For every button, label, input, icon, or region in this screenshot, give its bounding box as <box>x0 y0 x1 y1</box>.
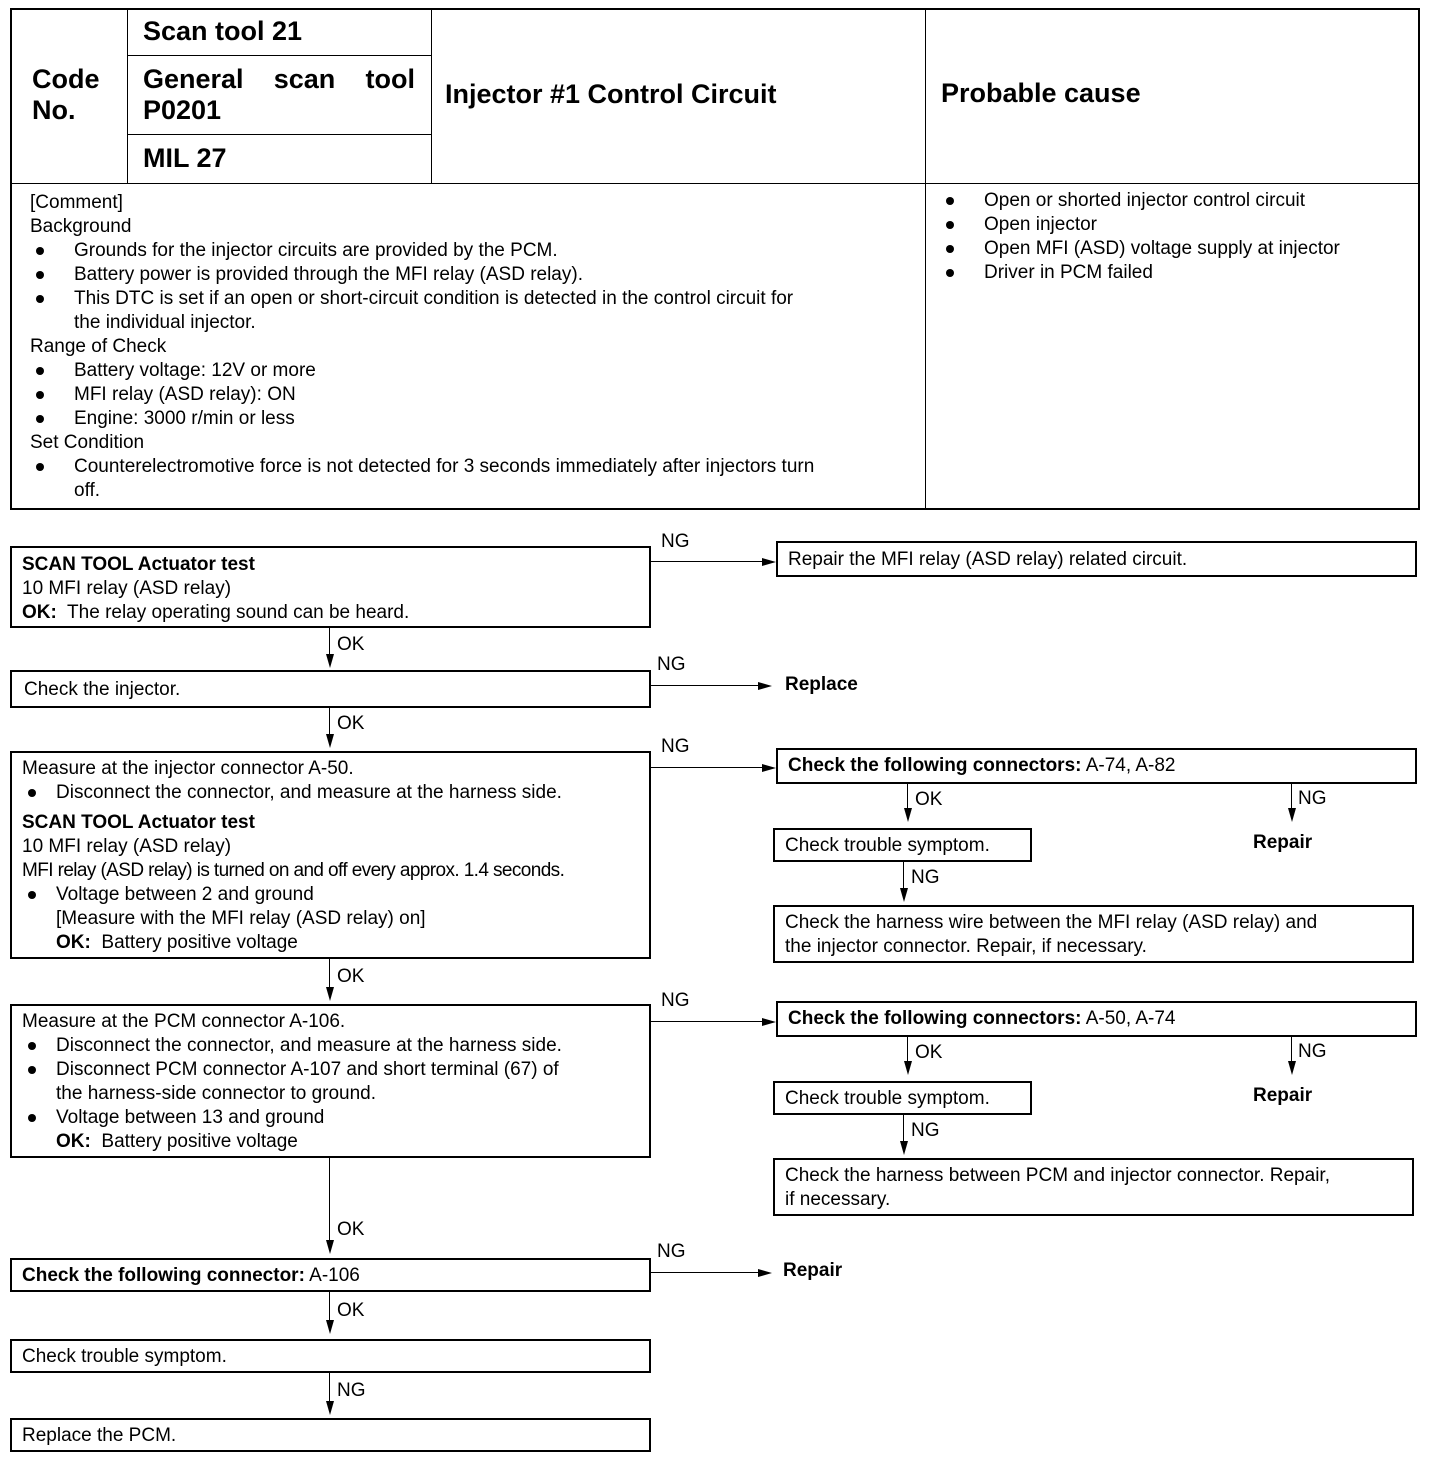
check-harness-wire-box <box>773 905 1414 963</box>
code-label-line: Code <box>32 64 100 94</box>
ng-connector <box>651 1272 761 1273</box>
step3-bullet: Voltage between 2 and ground <box>22 883 639 907</box>
obd-code: P0201 <box>143 95 222 125</box>
ok-criterion: Battery positive voltage <box>101 932 298 953</box>
ok-label: OK <box>337 966 365 987</box>
general-scan-tool-code <box>143 64 415 126</box>
arrow-right-icon <box>762 764 776 772</box>
arrow-down-icon <box>1288 808 1296 822</box>
ng-label: NG <box>1298 1041 1327 1062</box>
arrow-down-icon <box>326 987 334 1001</box>
ng-result-text: Repair the MFI relay (ASD relay) related circuit. <box>788 549 1188 570</box>
set-heading: Set Condition <box>30 432 145 453</box>
scan-tool-code: Scan tool 21 <box>143 16 303 46</box>
ng-connector <box>1291 784 1292 808</box>
range-item: MFI relay (ASD relay): ON <box>30 383 910 407</box>
step4-bullet: Disconnect the connector, and measure at the harness side. <box>22 1034 639 1058</box>
ng-connector <box>903 1115 904 1141</box>
connector-ids: A-74, A-82 <box>1085 755 1176 776</box>
divider <box>127 134 431 135</box>
ok-criterion: Battery positive voltage <box>101 1131 298 1152</box>
ng-label: NG <box>911 867 940 888</box>
repair-result: Repair <box>1253 832 1313 853</box>
check-trouble-symptom-box <box>773 1081 1032 1115</box>
arrow-right-icon <box>758 1269 772 1277</box>
ng-label: NG <box>661 531 690 552</box>
final-action-text: the injector connector. Repair, if necessary. <box>785 936 1147 957</box>
replace-result: Replace <box>785 674 858 695</box>
code-label-line: No. <box>32 95 76 125</box>
ng-connector <box>651 1021 763 1022</box>
probable-cause-list <box>940 189 1410 285</box>
step3-title: SCAN TOOL Actuator test <box>22 812 255 833</box>
check-connectors-a74-a82-box <box>776 748 1417 784</box>
connector-ids: A-50, A-74 <box>1085 1008 1176 1029</box>
step3-bullet: Disconnect the connector, and measure at the harness side. <box>22 781 639 805</box>
range-item: Engine: 3000 r/min or less <box>30 407 910 431</box>
ng-label: NG <box>911 1120 940 1141</box>
arrow-down-icon <box>326 1240 334 1254</box>
background-item: Grounds for the injector circuits are provided by the PCM. <box>30 239 910 263</box>
final-action-text: if necessary. <box>785 1189 891 1210</box>
range-item: Battery voltage: 12V or more <box>30 359 910 383</box>
arrow-down-icon <box>900 888 908 902</box>
ok-label: OK <box>915 789 943 810</box>
ng-connector <box>903 862 904 888</box>
ok-label: OK: <box>22 602 57 623</box>
background-item-cont: the individual injector. <box>74 312 256 333</box>
repair-result: Repair <box>783 1260 843 1281</box>
step3-measure-injector-box <box>10 751 651 959</box>
mil-code: MIL 27 <box>143 143 227 173</box>
divider <box>431 8 432 184</box>
ng-connector <box>651 685 761 686</box>
ok-connector <box>329 1158 330 1240</box>
final-action-text: Check the harness between PCM and injector connector. Repair, <box>785 1165 1330 1186</box>
probable-cause-title: Probable cause <box>941 78 1141 108</box>
divider <box>10 183 1420 184</box>
check-harness-pcm-box <box>773 1158 1414 1216</box>
ng-connector <box>651 767 763 768</box>
ng-label: NG <box>657 1241 686 1262</box>
check-connectors-a50-a74-box <box>776 1001 1417 1037</box>
ok-connector <box>329 959 330 987</box>
ng-label: NG <box>661 736 690 757</box>
ok-connector <box>329 628 330 654</box>
repair-relay-circuit-box <box>776 541 1417 577</box>
arrow-right-icon <box>758 682 772 690</box>
step7-text: Replace the PCM. <box>22 1425 177 1446</box>
probable-cause-item: Open MFI (ASD) voltage supply at injector <box>940 237 1410 261</box>
background-item: Battery power is provided through the MFI relay (ASD relay). <box>30 263 910 287</box>
step5-check-connector-a106-box <box>10 1258 651 1292</box>
ok-criterion: The relay operating sound can be heard. <box>67 602 410 623</box>
check-trouble-symptom-box <box>773 828 1032 862</box>
ok-connector <box>907 1037 908 1061</box>
ng-label: NG <box>1298 788 1327 809</box>
arrow-down-icon <box>326 1401 334 1415</box>
comment-section <box>30 191 910 503</box>
step4-instruction: Measure at the PCM connector A-106. <box>22 1011 346 1032</box>
step2-text: Check the injector. <box>24 679 181 700</box>
step3-note: MFI relay (ASD relay) is turned on and off every approx. 1.4 seconds. <box>22 860 565 881</box>
divider <box>127 55 431 56</box>
ng-label: NG <box>661 990 690 1011</box>
step6-text: Check trouble symptom. <box>22 1346 227 1367</box>
general-scan-tool-label: General scan tool <box>143 64 415 94</box>
arrow-right-icon <box>762 1018 776 1026</box>
arrow-down-icon <box>1288 1061 1296 1075</box>
step4-ok-line <box>22 1130 639 1154</box>
probable-cause-item: Open or shorted injector control circuit <box>940 189 1410 213</box>
arrow-down-icon <box>326 654 334 668</box>
ng-connector <box>1291 1037 1292 1061</box>
step1-actuator-test-box <box>10 546 651 628</box>
step3-item: 10 MFI relay (ASD relay) <box>22 836 232 857</box>
step7-replace-pcm-box <box>10 1418 651 1452</box>
background-heading: Background <box>30 216 132 237</box>
arrow-down-icon <box>904 808 912 822</box>
symptom-text: Check trouble symptom. <box>785 835 990 856</box>
step1-ok-line <box>22 601 639 625</box>
ng-label: NG <box>657 654 686 675</box>
ok-label: OK <box>337 1300 365 1321</box>
step3-ok-line <box>22 931 639 955</box>
code-no-label <box>32 64 100 126</box>
arrow-down-icon <box>326 1320 334 1334</box>
arrow-down-icon <box>326 734 334 748</box>
symptom-text: Check trouble symptom. <box>785 1088 990 1109</box>
repair-result: Repair <box>1253 1085 1313 1106</box>
final-action-text: Check the harness wire between the MFI relay (ASD relay) and <box>785 912 1318 933</box>
ok-label: OK <box>337 713 365 734</box>
check-connectors-label: Check the following connectors: <box>788 1008 1082 1029</box>
arrow-down-icon <box>904 1061 912 1075</box>
arrow-down-icon <box>900 1141 908 1155</box>
ng-connector <box>329 1373 330 1401</box>
step1-title: SCAN TOOL Actuator test <box>22 554 255 575</box>
step3-instruction: Measure at the injector connector A-50. <box>22 758 354 779</box>
step4-bullet: Voltage between 13 and ground <box>22 1106 639 1130</box>
range-heading: Range of Check <box>30 336 167 357</box>
ok-connector <box>907 784 908 808</box>
step2-check-injector-box <box>10 670 651 708</box>
comment-heading: [Comment] <box>30 192 123 213</box>
ok-label: OK <box>337 1219 365 1240</box>
probable-cause-item: Driver in PCM failed <box>940 261 1410 285</box>
ok-label: OK: <box>56 1131 91 1152</box>
background-item: This DTC is set if an open or short-circuit condition is detected in the control circuit for <box>30 287 910 311</box>
arrow-right-icon <box>762 558 776 566</box>
step4-bullet-cont: the harness-side connector to ground. <box>56 1083 377 1104</box>
probable-cause-item: Open injector <box>940 213 1410 237</box>
step3-condition: [Measure with the MFI relay (ASD relay) on] <box>56 908 426 929</box>
step1-item: 10 MFI relay (ASD relay) <box>22 578 232 599</box>
step6-check-trouble-symptom-box <box>10 1339 651 1373</box>
ok-connector <box>329 1292 330 1320</box>
divider <box>127 8 128 184</box>
check-connector-label: Check the following connector: <box>22 1265 305 1286</box>
dtc-title: Injector #1 Control Circuit <box>445 79 777 109</box>
step4-measure-pcm-box <box>10 1004 651 1158</box>
set-item-cont: off. <box>74 480 101 501</box>
ok-connector <box>329 708 330 734</box>
ng-connector <box>651 561 763 562</box>
check-connectors-label: Check the following connectors: <box>788 755 1082 776</box>
step4-bullet: Disconnect PCM connector A-107 and short terminal (67) of <box>22 1058 639 1082</box>
set-item: Counterelectromotive force is not detected for 3 seconds immediately after injectors turn <box>30 455 910 479</box>
ok-label: OK <box>915 1042 943 1063</box>
ok-label: OK: <box>56 932 91 953</box>
connector-id: A-106 <box>309 1265 360 1286</box>
divider <box>925 8 926 510</box>
ok-label: OK <box>337 634 365 655</box>
ng-label: NG <box>337 1380 366 1401</box>
